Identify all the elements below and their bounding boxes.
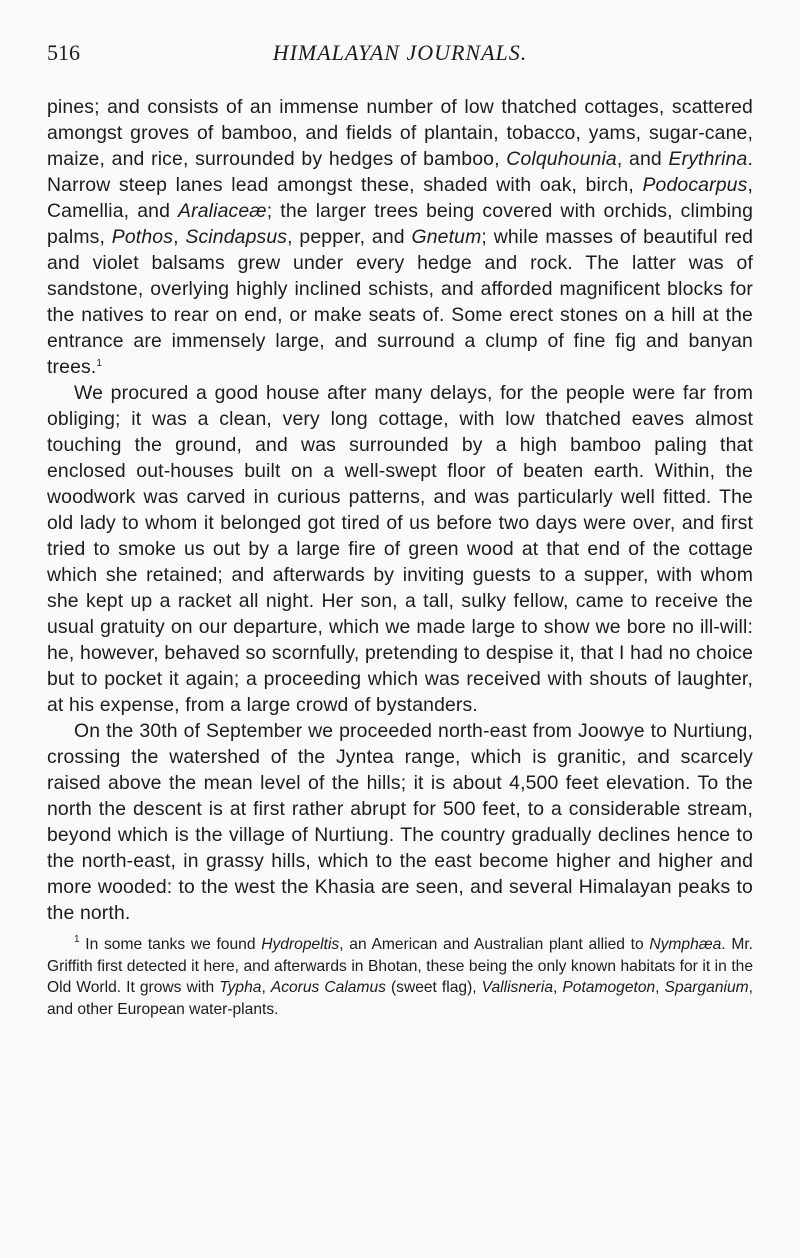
paragraph-1-text: , and (616, 148, 669, 170)
taxon-name: Vallisneria (481, 979, 554, 996)
taxon-name: Acorus Calamus (270, 979, 386, 996)
body-text (47, 94, 753, 926)
running-head (47, 40, 753, 84)
paragraph-1-text: , (173, 226, 186, 248)
taxon-name: Hydropeltis (261, 936, 340, 953)
footnote-text: , (655, 979, 665, 996)
footnote-reference: 1 (96, 358, 103, 369)
taxon-name: Nymphæa (649, 936, 722, 953)
footnote-text: . Mr. Griffith first detected it here, and afterwards in Bhotan, these being the only known habitats for it in the Old World. It grows with (47, 936, 753, 996)
paragraph-3: On the 30th of September we proceeded north-east from Joowye to Nurtiung, crossing the watershed of the Jyntea range, which is granitic, and scarcely raised above the mean level of the hills; it is about 4,500 feet elevation. To the north the descent is at first rather abrupt for 500 feet, to a considerable stream, beyond which is the village of Nurtiung. The country gradually declines hence to the north-east, in grassy hills, which to the east become higher and higher and more wooded: to the west the Khasia are seen, and several Himalayan peaks to the north. (47, 720, 753, 924)
taxon-name: Araliaceæ (178, 200, 267, 222)
taxon-name: Potamogeton (562, 979, 656, 996)
taxon-name: Scindapsus (185, 226, 288, 248)
paragraph-1-text: ; the larger trees being covered with orchids, climbing palms, (47, 200, 753, 248)
footnote-text: , (553, 979, 563, 996)
footnote-text: , (261, 979, 271, 996)
paragraph-1 (47, 94, 753, 380)
taxon-name: Podocarpus (642, 174, 748, 196)
paragraph-1-text: . Narrow steep lanes lead amongst these, shaded with oak, birch, (47, 148, 753, 196)
taxon-name: Colquhounia (506, 148, 617, 170)
footnote-text: , an American and Australian plant allied to (339, 936, 650, 953)
footnote-text: , and other European water-plants. (47, 979, 753, 1018)
footnote-text: (sweet flag), (385, 979, 482, 996)
paragraph-2: We procured a good house after many delays, for the people were far from obliging; it was a clean, very long cottage, with low thatched eaves almost touching the ground, and was surrounded by a high bamboo paling that enclosed out-houses built on a well-swept floor of beaten earth. Within, the woodwork was carved in curious patterns, and was particularly well fitted. The old lady to whom it belonged got tired of us before two days were over, and first tried to smoke us out by a large fire of green wood at that end of the cottage which she retained; and afterwards by inviting guests to a supper, with whom she kept up a racket all night. Her son, a tall, sulky fellow, came to receive the usual gratuity on our departure, which we made large to show we bore no ill-will: he, however, behaved so scornfully, pretending to despise it, that I had no choice but to pocket it again; a proceeding which was received with shouts of laughter, at his expense, from a large crowd of bystanders. (47, 382, 753, 716)
taxon-name: Erythrina (668, 148, 748, 170)
taxon-name: Typha (219, 979, 262, 996)
paragraph-1-text: , pepper, and (287, 226, 412, 248)
book-page (47, 40, 753, 1020)
footnote-marker: 1 (74, 934, 80, 945)
footnote-text: In some tanks we found (79, 936, 262, 953)
running-title: HIMALAYAN JOURNALS. (272, 40, 528, 65)
taxon-name: Gnetum (411, 226, 482, 248)
paragraph-1-text: , Camellia, and (47, 174, 753, 222)
paragraph-1-text: pines; and consists of an immense number of low thatched cottages, scattered amongst groves of bamboo, and fields of plantain, tobacco, yams, sugar-cane, maize, and rice, surrounded by hedges of bamboo, (47, 96, 753, 170)
page-number: 516 (47, 40, 80, 65)
taxon-name: Sparganium (664, 979, 749, 996)
paragraph-1-text: ; while masses of beautiful red and violet balsams grew under every hedge and rock. The latter was of sandstone, overlying highly inclined schists, and afforded magnificent blocks for the natives to rear on end, or make seats of. Some erect stones on a hill at the entrance are immensely large, and surround a clump of fine fig and banyan trees. (47, 226, 754, 378)
taxon-name: Pothos (111, 226, 174, 248)
footnote (47, 934, 753, 1020)
